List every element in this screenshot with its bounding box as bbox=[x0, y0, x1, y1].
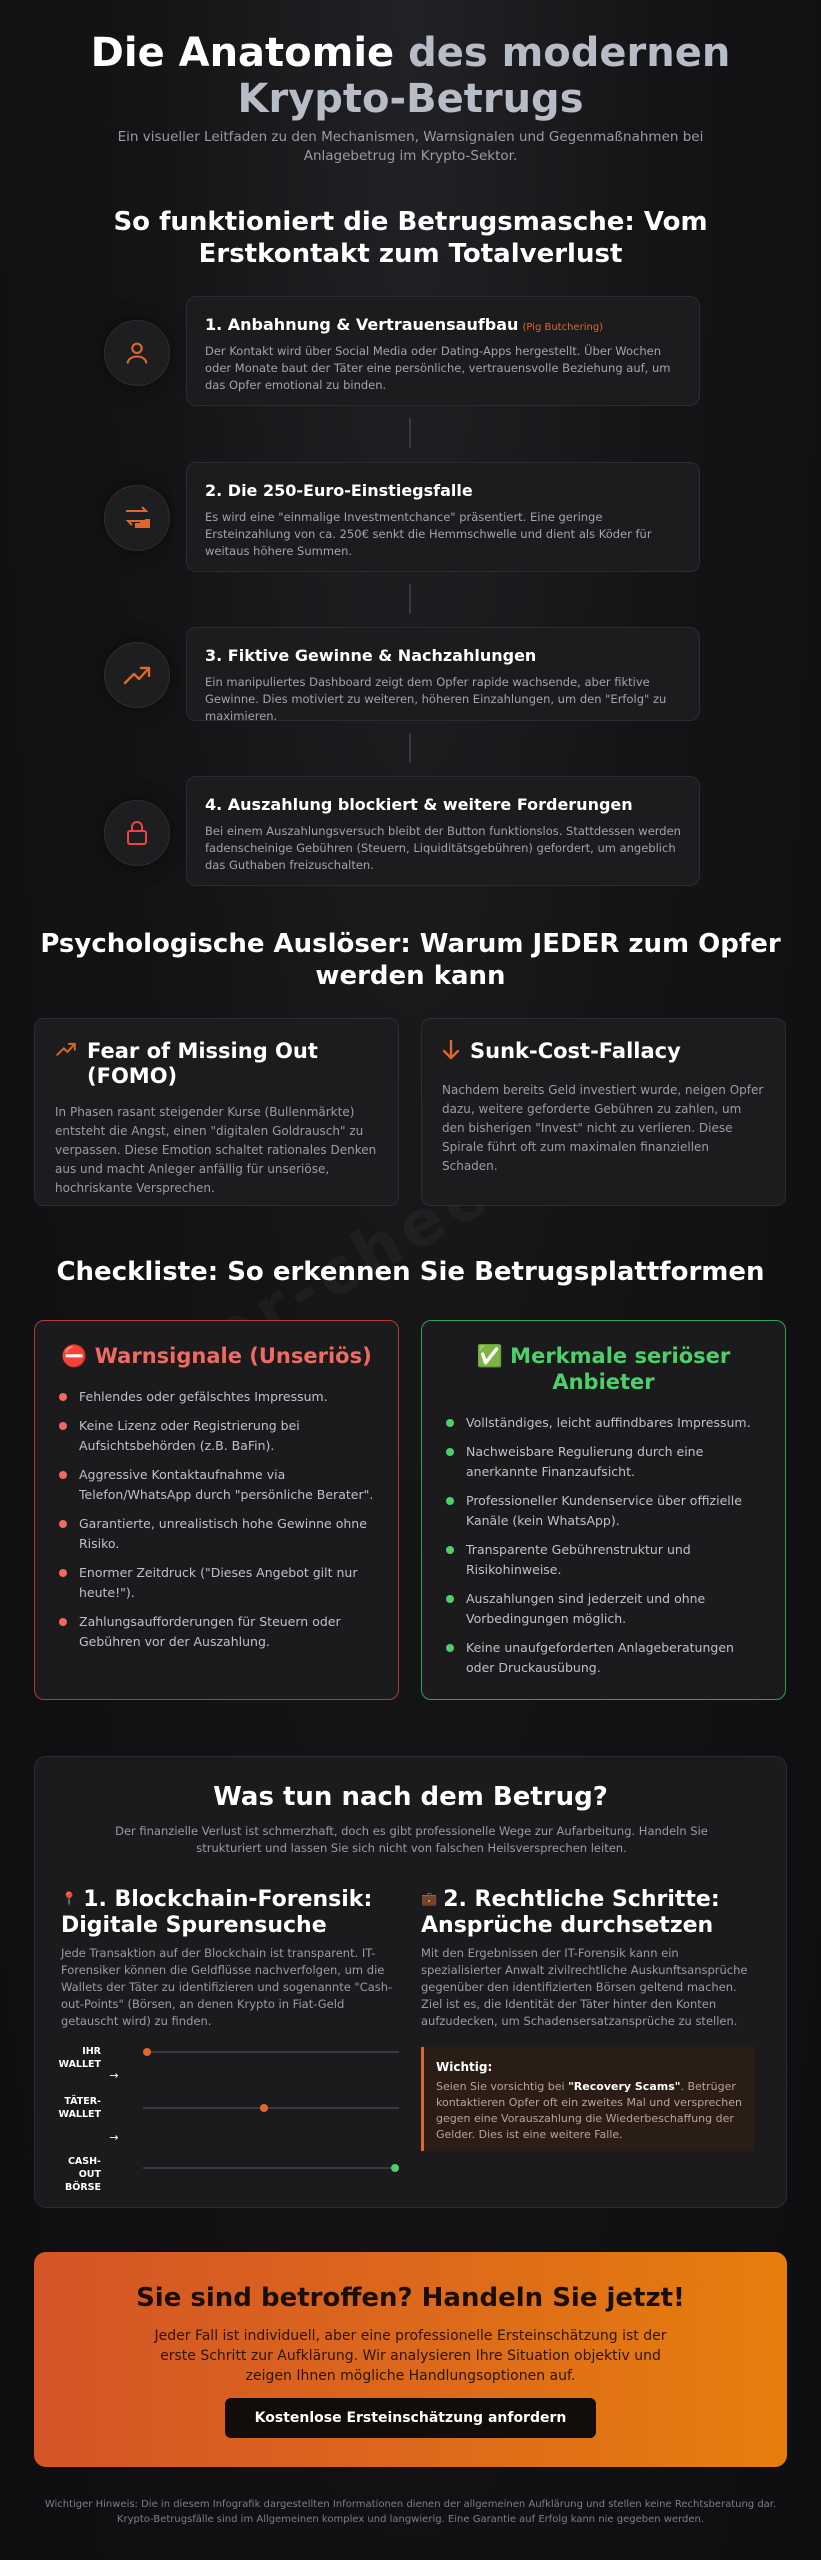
warning-item: Keine Lizenz oder Registrierung bei Aufsichtsbehörden (z.B. BaFin). bbox=[57, 1416, 376, 1456]
trust-item: Professioneller Kundenservice über offizielle Kanäle (kein WhatsApp). bbox=[444, 1491, 763, 1531]
warning-signs-card bbox=[34, 1320, 399, 1700]
warning-item: Enormer Zeitdruck ("Dieses Angebot gilt nur heute!"). bbox=[57, 1563, 376, 1603]
pin-icon: 📍 bbox=[61, 1892, 78, 1907]
arrow-down-icon bbox=[442, 1039, 460, 1067]
after-fraud-title: Was tun nach dem Betrug? bbox=[213, 1782, 608, 1812]
flow-track bbox=[143, 2051, 399, 2053]
legal-text: Mit den Ergebnissen der IT-Forensik kann ein spezialisierter Anwalt zivilrechtliche Auskunftsansprüche gegenüber den identifizierten Börsen geltend machen. Ziel ist es, die Identität der Täter hinter den Konten aufzudecken, um Schadensersatzansprüche zu stellen. bbox=[421, 1946, 748, 2028]
footer-disclaimer: Wichtiger Hinweis: Die in diesem Infografik dargestellten Informationen dienen der allgemeinen Aufklärung und stellen keine Rechtsberatung dar. Krypto-Betrugsfälle sind im Allgemeinen komplex und langwierig. Eine Garantie auf Erfolg kann nie gegeben werden. bbox=[44, 2499, 777, 2525]
timeline-connector bbox=[409, 733, 411, 763]
title-part1: Die Anatomie bbox=[90, 30, 409, 76]
trending-up-icon bbox=[104, 642, 170, 708]
step-tag-1: (Pig Butchering) bbox=[522, 322, 604, 333]
trust-item: Nachweisbare Regulierung durch eine anerkannte Finanzaufsicht. bbox=[444, 1442, 763, 1482]
cta-text: Jeder Fall ist individuell, aber eine professionelle Ersteinschätzung ist der erste Schritt zur Aufklärung. Wir analysieren Ihre Situation objektiv und zeigen Ihnen mögliche Handlungsoptionen auf. bbox=[154, 2328, 667, 2384]
psych-title-sunk-cost: Sunk-Cost-Fallacy bbox=[470, 1039, 681, 1063]
step-text-4: Bei einem Auszahlungsversuch bleibt der Button funktionslos. Stattdessen werden fadenscheinige Gebühren (Steuern, Liquiditätsgebühren) gefordert, um angeblich das Guthaben freizuschalten. bbox=[205, 824, 681, 872]
step-card-3 bbox=[186, 627, 700, 721]
flow-arrow: → bbox=[109, 2131, 119, 2144]
warning-signs-title: ⛔ Warnsignale (Unseriös) bbox=[61, 1344, 372, 1368]
step-card-2 bbox=[186, 462, 700, 572]
flow-label-perpetrator-wallet: TÄTER-WALLET bbox=[58, 2096, 101, 2120]
psychology-title: Psychologische Auslöser: Warum JEDER zum Opfer werden kann bbox=[40, 929, 781, 991]
warning-item: Fehlendes oder gefälschtes Impressum. bbox=[57, 1387, 376, 1407]
flow-track bbox=[143, 2107, 399, 2109]
warning-item: Garantierte, unrealistisch hohe Gewinne ohne Risiko. bbox=[57, 1514, 376, 1554]
step-title-2: 2. Die 250-Euro-Einstiegsfalle bbox=[205, 481, 473, 500]
briefcase-icon: 💼 bbox=[421, 1892, 438, 1907]
flow-label-cash-out: CASH-OUT BÖRSE bbox=[65, 2156, 101, 2193]
step-title-1: 1. Anbahnung & Vertrauensaufbau bbox=[205, 315, 519, 334]
timeline-connector bbox=[409, 418, 411, 448]
step-title-3: 3. Fiktive Gewinne & Nachzahlungen bbox=[205, 646, 537, 665]
cta-title: Sie sind betroffen? Handeln Sie jetzt! bbox=[136, 2283, 685, 2313]
money-transfer-icon bbox=[104, 485, 170, 551]
after-fraud-section bbox=[34, 1756, 787, 2208]
forensics-text: Jede Transaktion auf der Blockchain ist transparent. IT-Forensiker können die Geldflüsse nachverfolgen, um die Wallets der Täter zu identifizieren und sogenannte "Cash-out-Points" (Börsen, an denen Krypto in Fiat-Geld getauscht wird) zu finden. bbox=[61, 1946, 393, 2028]
flow-dot-cash-out bbox=[391, 2164, 399, 2172]
warning-text: Seien Sie vorsichtig bei "Recovery Scams". Betrüger kontaktieren Opfer oft ein zweites Mal und versprechen gegen eine Vorauszahlung die Wiederbeschaffung der Gelder. Dies ist eine weitere Falle. bbox=[436, 2080, 742, 2141]
trending-up-icon bbox=[55, 1039, 77, 1089]
trust-item: Transparente Gebührenstruktur und Risikohinweise. bbox=[444, 1540, 763, 1580]
recovery-scam-warning bbox=[421, 2047, 755, 2151]
psych-text-sunk-cost: Nachdem bereits Geld investiert wurde, neigen Opfer dazu, weitere geforderte Gebühren zu zahlen, um den bisherigen "Invest" nicht zu verlieren. Diese Spirale führt oft zum maximalen finanziellen Schaden. bbox=[442, 1083, 764, 1173]
step-text-1: Der Kontakt wird über Social Media oder Dating-Apps hergestellt. Über Wochen oder Monate baut der Täter eine persönliche, vertrauensvolle Beziehung auf, um das Opfer emotional zu binden. bbox=[205, 344, 671, 392]
legal-title: 💼 2. Rechtliche Schritte: Ansprüche durchsetzen bbox=[421, 1887, 720, 1938]
user-icon bbox=[104, 320, 170, 386]
timeline-connector bbox=[409, 584, 411, 614]
flow-dot-victim bbox=[143, 2048, 151, 2056]
title-line2: Krypto-Betrugs bbox=[237, 76, 584, 122]
warning-item: Zahlungsaufforderungen für Steuern oder Gebühren vor der Auszahlung. bbox=[57, 1612, 376, 1652]
step-card-1 bbox=[186, 296, 700, 406]
step-text-3: Ein manipuliertes Dashboard zeigt dem Opfer rapide wachsende, aber fiktive Gewinne. Dies motiviert zu weiteren, höheren Einzahlungen, um den "Erfolg" zu maximieren. bbox=[205, 675, 667, 723]
trust-item: Vollständiges, leicht auffindbares Impressum. bbox=[444, 1413, 763, 1433]
flow-label-victim-wallet: IHR WALLET bbox=[58, 2046, 101, 2070]
flow-track bbox=[143, 2167, 399, 2169]
warning-item: Aggressive Kontaktaufnahme via Telefon/WhatsApp durch "persönliche Berater". bbox=[57, 1465, 376, 1505]
lock-icon bbox=[104, 800, 170, 866]
trust-item: Keine unaufgeforderten Anlageberatungen oder Druckausübung. bbox=[444, 1638, 763, 1678]
free-assessment-button[interactable]: Kostenlose Ersteinschätzung anfordern bbox=[225, 2398, 596, 2438]
trust-item: Auszahlungen sind jederzeit und ohne Vorbedingungen möglich. bbox=[444, 1589, 763, 1629]
psych-title-fomo: Fear of Missing Out (FOMO) bbox=[87, 1039, 318, 1088]
flow-dot-perpetrator bbox=[260, 2104, 268, 2112]
page-subtitle: Ein visueller Leitfaden zu den Mechanismen, Warnsignalen und Gegenmaßnahmen bei Anlagebetrug im Krypto-Sektor. bbox=[117, 129, 704, 164]
after-fraud-intro: Der finanzielle Verlust ist schmerzhaft, doch es gibt professionelle Wege zur Aufarbeitung. Handeln Sie strukturiert und lassen Sie sich nicht von falschen Heilsversprechen leiten. bbox=[115, 1824, 708, 1855]
warning-title: Wichtig: bbox=[436, 2060, 493, 2074]
psych-card-fomo bbox=[34, 1018, 399, 1206]
step-text-2: Es wird eine "einmalige Investmentchance" präsentiert. Eine geringe Ersteinzahlung von ca. 250€ senkt die Hemmschwelle und dient als Köder für weitaus höhere Summen. bbox=[205, 510, 652, 558]
trust-signs-card bbox=[421, 1320, 786, 1700]
step-card-4 bbox=[186, 776, 700, 886]
forensics-title: 📍 1. Blockchain-Forensik: Digitale Spurensuche bbox=[61, 1887, 373, 1938]
cta-section bbox=[34, 2252, 787, 2467]
checklist-title: Checkliste: So erkennen Sie Betrugsplattformen bbox=[56, 1257, 765, 1287]
psych-text-fomo: In Phasen rasant steigender Kurse (Bullenmärkte) entsteht die Angst, einen "digitalen Goldrausch" zu verpassen. Diese Emotion schaltet rationales Denken aus und macht Anleger anfällig für unseriöse, hochriskante Versprechen. bbox=[55, 1105, 377, 1195]
step-title-4: 4. Auszahlung blockiert & weitere Forderungen bbox=[205, 795, 633, 814]
trust-signs-title: ✅ Merkmale seriöser Anbieter bbox=[476, 1344, 731, 1394]
title-part2: des modernen bbox=[408, 30, 731, 76]
page-title bbox=[0, 30, 821, 122]
flow-arrow: → bbox=[109, 2069, 119, 2082]
psych-card-sunk-cost bbox=[421, 1018, 786, 1206]
timeline-title: So funktioniert die Betrugsmasche: Vom Erstkontakt zum Totalverlust bbox=[113, 207, 708, 269]
